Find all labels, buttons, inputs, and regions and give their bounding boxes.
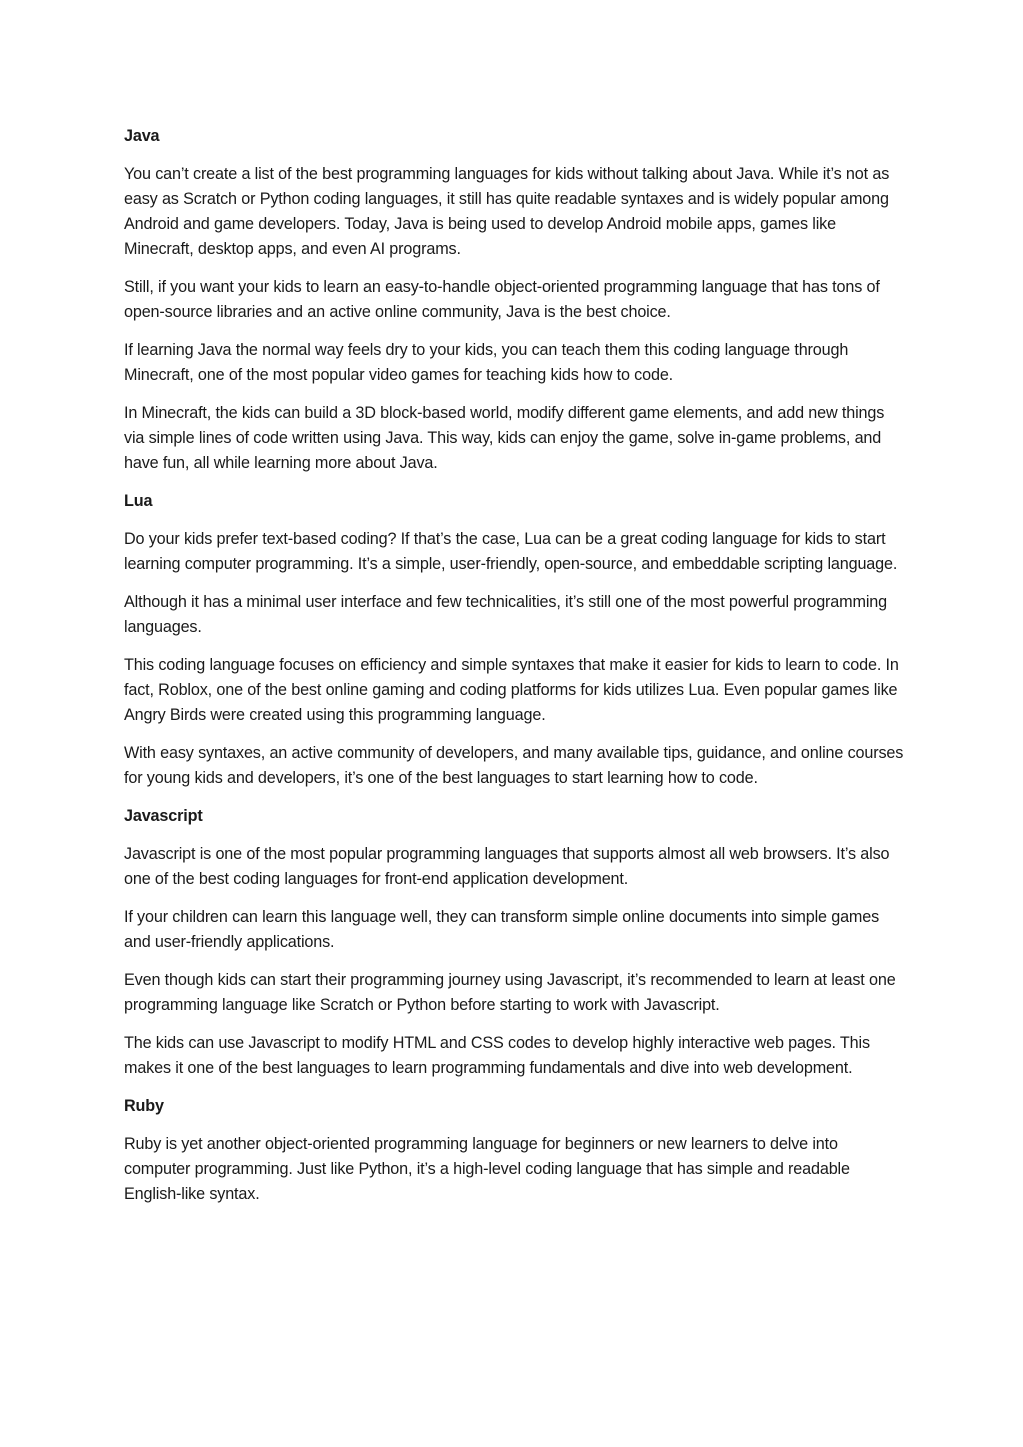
section-ruby: [124, 1094, 904, 1207]
section-heading: Java: [124, 127, 160, 145]
section-heading: Javascript: [124, 807, 203, 825]
paragraph: You can’t create a list of the best programming languages for kids without talking about Java. While it’s not as easy as Scratch or Python coding languages, it still has quite readable syntaxes and is widely popular among Android and game developers. Today, Java is being used to develop Android mobile apps, games like Minecraft, desktop apps, and even AI programs.: [124, 165, 890, 258]
paragraph: If your children can learn this language well, they can transform simple online documents into simple games and user-friendly applications.: [124, 908, 880, 951]
paragraph: This coding language focuses on efficiency and simple syntaxes that make it easier for kids to learn to code. In fact, Roblox, one of the best online gaming and coding platforms for kids utilizes Lua. Even popular games like Angry Birds were created using this programming language.: [124, 656, 899, 724]
section-java: [124, 124, 904, 476]
paragraph: With easy syntaxes, an active community of developers, and many available tips, guidance, and online courses for young kids and developers, it’s one of the best languages to start learning how to code.: [124, 744, 904, 787]
paragraph: In Minecraft, the kids can build a 3D block-based world, modify different game elements, and add new things via simple lines of code written using Java. This way, kids can enjoy the game, solve in-game problems, and have fun, all while learning more about Java.: [124, 404, 885, 472]
paragraph: Ruby is yet another object-oriented programming language for beginners or new learners to delve into computer programming. Just like Python, it’s a high-level coding language that has simple and readable English-like syntax.: [124, 1135, 850, 1203]
paragraph: Still, if you want your kids to learn an easy-to-handle object-oriented programming language that has tons of open-source libraries and an active online community, Java is the best choice.: [124, 278, 880, 321]
paragraph: Even though kids can start their programming journey using Javascript, it’s recommended to learn at least one programming language like Scratch or Python before starting to work with Javascript.: [124, 971, 896, 1014]
section-javascript: [124, 804, 904, 1081]
paragraph: The kids can use Javascript to modify HTML and CSS codes to develop highly interactive web pages. This makes it one of the best languages to learn programming fundamentals and dive into web development.: [124, 1034, 870, 1077]
paragraph: Although it has a minimal user interface and few technicalities, it’s still one of the most powerful programming languages.: [124, 593, 887, 636]
document-page: [124, 124, 904, 1220]
paragraph: Javascript is one of the most popular programming languages that supports almost all web browsers. It’s also one of the best coding languages for front-end application development.: [124, 845, 890, 888]
paragraph: If learning Java the normal way feels dry to your kids, you can teach them this coding language through Minecraft, one of the most popular video games for teaching kids how to code.: [124, 341, 849, 384]
paragraph: Do your kids prefer text-based coding? If that’s the case, Lua can be a great coding language for kids to start learning computer programming. It’s a simple, user-friendly, open-source, and embeddable scripting language.: [124, 530, 898, 573]
section-heading: Lua: [124, 492, 153, 510]
section-lua: [124, 489, 904, 791]
section-heading: Ruby: [124, 1097, 164, 1115]
